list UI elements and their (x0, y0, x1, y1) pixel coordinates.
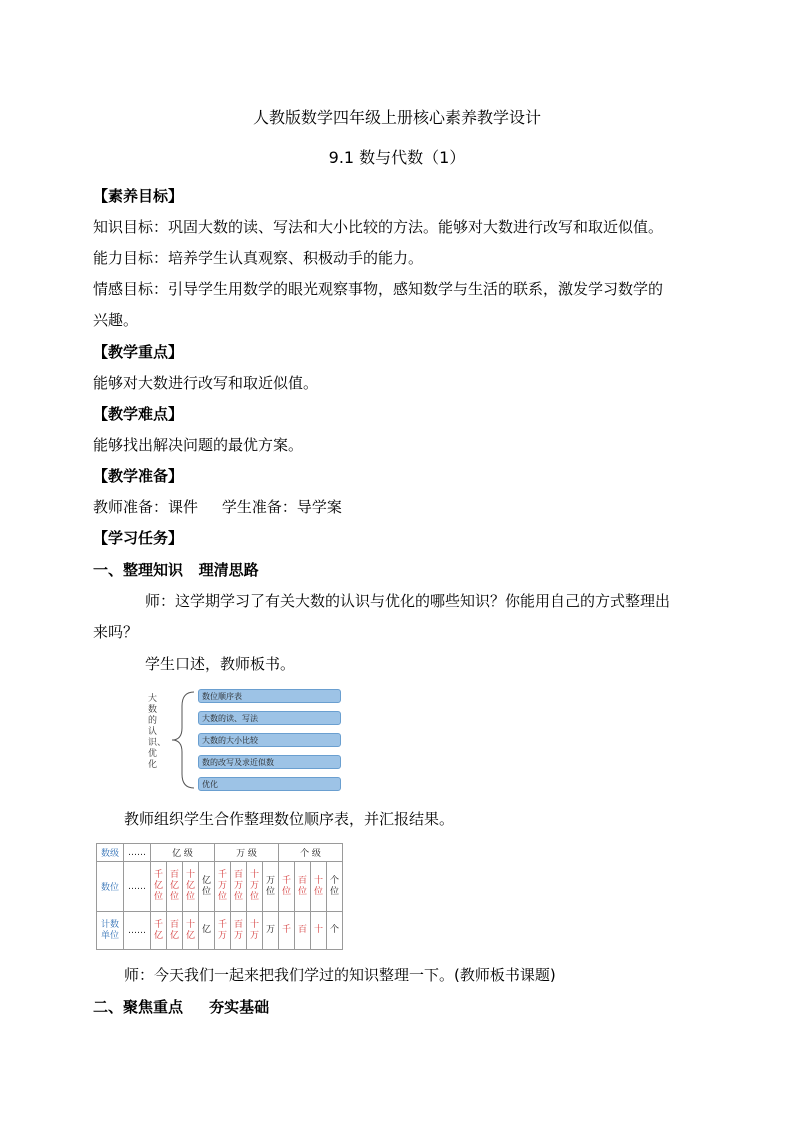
place-name: 百亿位 (170, 870, 180, 902)
dots-cell: …… (124, 862, 151, 912)
unit-cell (279, 912, 295, 950)
place-cell (279, 862, 295, 912)
table-row (97, 862, 343, 912)
mindmap-item: 大数的读、写法 (198, 711, 341, 725)
unit-name: 十万 (250, 919, 260, 941)
unit-name: 百万 (234, 919, 244, 941)
goal-knowledge: 知识目标：巩固大数的读、写法和大小比较的方法。能够对大数进行改写和取近似值。 (93, 218, 664, 236)
after-mindmap-text: 教师组织学生合作整理数位顺序表，并汇报结果。 (124, 810, 455, 828)
unit-name: 个 (330, 925, 340, 935)
table-row (97, 912, 343, 950)
dots-cell: …… (124, 844, 151, 862)
place-cell (295, 862, 311, 912)
student-note: 学生口述，教师板书。 (145, 655, 296, 673)
place-name: 千位 (282, 875, 292, 897)
unit-name: 百亿 (170, 919, 180, 941)
section-preparation: 【教学准备】 (93, 467, 184, 485)
key-points-text: 能够对大数进行改写和取近似值。 (93, 374, 319, 392)
place-value-table (96, 843, 343, 950)
place-cell (311, 862, 327, 912)
unit-name: 万 (266, 925, 276, 935)
row-label-place: 数位 (97, 862, 124, 912)
unit-name: 千亿 (154, 919, 164, 941)
place-name: 万位 (266, 875, 276, 897)
mindmap-diagram (148, 688, 348, 792)
group-wan: 万 级 (215, 844, 279, 862)
mindmap-item: 优化 (198, 777, 341, 791)
table-row (97, 844, 343, 862)
place-name: 个位 (330, 875, 340, 897)
goal-ability: 能力目标：培养学生认真观察、积极动手的能力。 (93, 249, 424, 267)
preparation-text: 教师准备：课件 学生准备：导学案 (93, 498, 342, 516)
mindmap-title: 大数的认识、优化 (148, 694, 167, 770)
teacher-question-line1: 师：这学期学习了有关大数的认识与优化的哪些知识？你能用自己的方式整理出 (145, 592, 671, 610)
unit-name: 亿 (202, 925, 212, 935)
mindmap-item: 数的改写及求近似数 (198, 755, 341, 769)
unit-cell (215, 912, 231, 950)
row-label-level: 数级 (97, 844, 124, 862)
place-cell (167, 862, 183, 912)
place-cell (215, 862, 231, 912)
unit-name: 百 (298, 925, 308, 935)
unit-cell (311, 912, 327, 950)
unit-cell (183, 912, 199, 950)
page-title: 人教版数学四年级上册核心素养教学设计 (252, 108, 541, 127)
unit-cell (167, 912, 183, 950)
place-name: 百万位 (234, 870, 244, 902)
place-cell (263, 862, 279, 912)
goal-emotion-line2: 兴趣。 (93, 311, 139, 329)
teacher-question-line2: 来吗？ (93, 623, 139, 641)
group-yi: 亿 级 (151, 844, 215, 862)
place-name: 十亿位 (186, 870, 196, 902)
place-cell (151, 862, 167, 912)
place-name: 千万位 (218, 870, 228, 902)
unit-label-text: 计数单位 (101, 919, 120, 941)
part1-heading: 一、整理知识 理清思路 (93, 561, 259, 579)
unit-name: 十亿 (186, 919, 196, 941)
section-key-points: 【教学重点】 (93, 343, 184, 361)
place-name: 十位 (314, 875, 324, 897)
goal-emotion-line1: 情感目标：引导学生用数学的眼光观察事物，感知数学与生活的联系，激发学习数学的 (93, 280, 664, 298)
section-tasks: 【学习任务】 (93, 529, 184, 547)
place-cell (183, 862, 199, 912)
section-difficulties: 【教学难点】 (93, 405, 184, 423)
place-cell (231, 862, 247, 912)
place-name: 亿位 (202, 875, 212, 897)
part2-heading: 二、聚焦重点 夯实基础 (93, 998, 270, 1016)
unit-cell (231, 912, 247, 950)
dots-cell: …… (124, 912, 151, 950)
place-name: 十万位 (250, 870, 260, 902)
unit-cell (151, 912, 167, 950)
place-name: 百位 (298, 875, 308, 897)
unit-cell (247, 912, 263, 950)
unit-name: 千 (282, 925, 292, 935)
unit-name: 千万 (218, 919, 228, 941)
place-cell (247, 862, 263, 912)
unit-cell (327, 912, 343, 950)
group-ge: 个 级 (279, 844, 343, 862)
unit-cell (199, 912, 215, 950)
place-cell (327, 862, 343, 912)
difficulties-text: 能够找出解决问题的最优方案。 (93, 436, 304, 454)
mindmap-item: 数位顺序表 (198, 689, 341, 703)
unit-name: 十 (314, 925, 324, 935)
teacher-summary: 师：今天我们一起来把我们学过的知识整理一下。(教师板书课题) (124, 966, 556, 984)
section-goals: 【素养目标】 (93, 187, 184, 205)
place-name: 千亿位 (154, 870, 164, 902)
unit-cell (295, 912, 311, 950)
mindmap-item: 大数的大小比较 (198, 733, 341, 747)
place-cell (199, 862, 215, 912)
unit-cell (263, 912, 279, 950)
row-label-unit (97, 912, 124, 950)
page-subtitle: 9.1 数与代数（1） (328, 148, 466, 167)
